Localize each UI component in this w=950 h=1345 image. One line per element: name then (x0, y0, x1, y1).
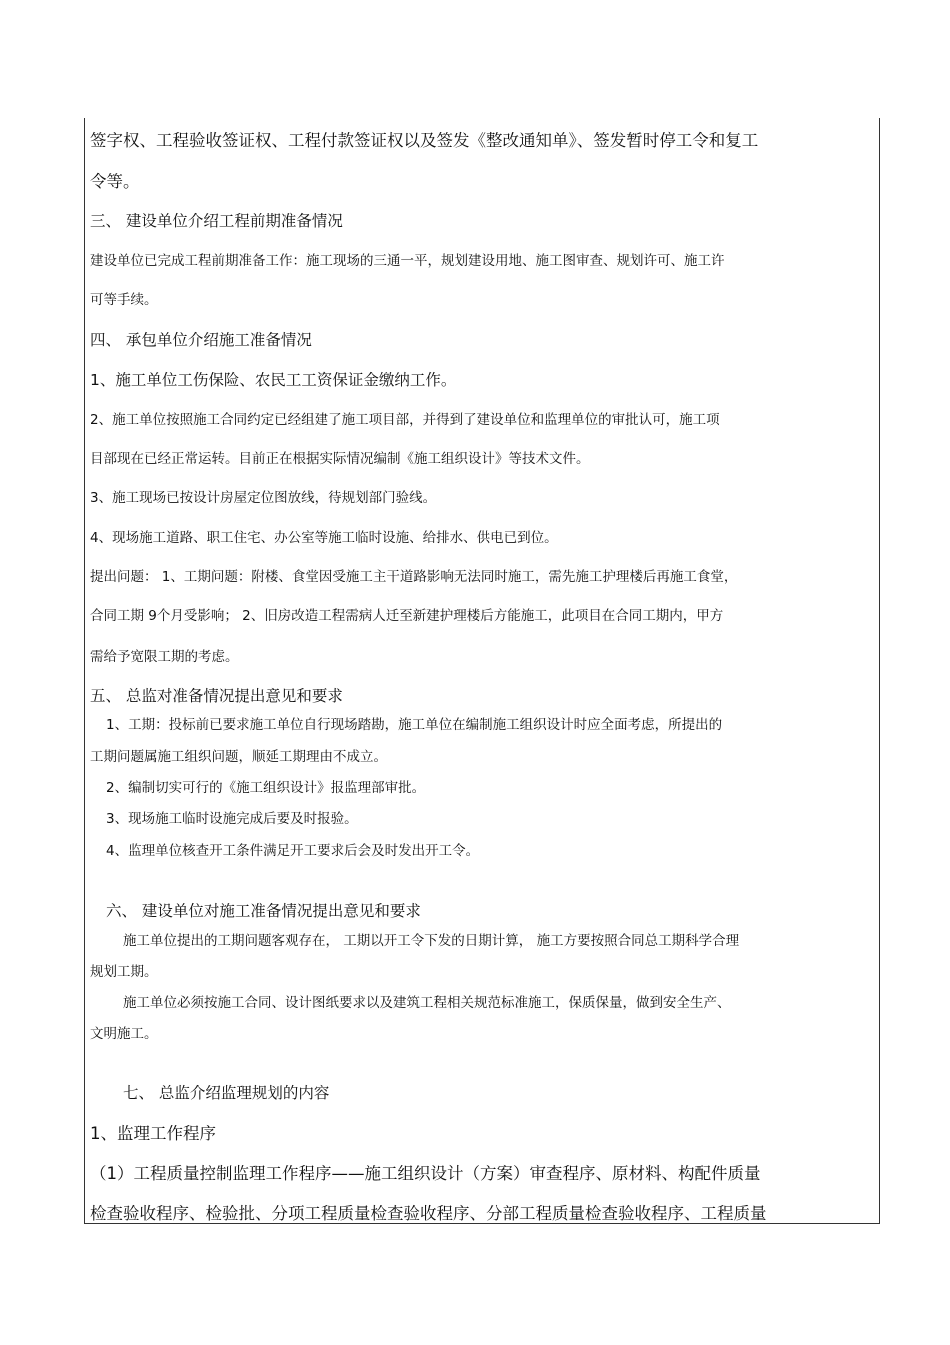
text-line: 检查验收程序、检验批、分项工程质量检查验收程序、分部工程质量检查验收程序、工程质量 (90, 1204, 767, 1223)
section-heading-3: 三、 建设单位介绍工程前期准备情况 (90, 212, 343, 230)
text-line: （1）工程质量控制监理工作程序——施工组织设计（方案）审查程序、原材料、构配件质量 (90, 1164, 761, 1183)
text-line: 3、现场施工临时设施完成后要及时报验。 (106, 811, 358, 827)
text-line: 施工单位必须按施工合同、设计图纸要求以及建筑工程相关规范标准施工，保质保量，做到安全生产、 (123, 995, 731, 1011)
text-line: 令等。 (90, 172, 140, 191)
text-line: 目部现在已经正常运转。目前正在根据实际情况编制《施工组织设计》等技术文件。 (90, 451, 590, 467)
text-line: 提出问题： 1、工期问题：附楼、食堂因受施工主干道路影响无法同时施工，需先施工护理楼后再施工食堂， (90, 569, 738, 585)
text-line: 施工单位提出的工期问题客观存在， 工期以开工令下发的日期计算， 施工方要按照合同总工期科学合理 (123, 933, 740, 949)
text-line: 4、监理单位核查开工条件满足开工要求后会及时发出开工令。 (106, 843, 480, 859)
text-line: 4、现场施工道路、职工住宅、办公室等施工临时设施、给排水、供电已到位。 (90, 530, 558, 546)
text-line: 合同工期 9个月受影响； 2、旧房改造工程需病人迁至新建护理楼后方能施工，此项目在合同工期内，甲方 (90, 608, 724, 624)
text-line: 规划工期。 (90, 964, 158, 980)
text-line: 2、施工单位按照施工合同约定已经组建了施工项目部，并得到了建设单位和监理单位的审批认可，施工项 (90, 412, 720, 428)
text-line: 签字权、工程验收签证权、工程付款签证权以及签发《整改通知单》、签发暂时停工令和复工 (90, 131, 759, 150)
section-heading-4: 四、 承包单位介绍施工准备情况 (90, 331, 312, 349)
text-line: 可等手续。 (90, 292, 158, 308)
section-heading-7: 七、 总监介绍监理规划的内容 (123, 1084, 330, 1102)
text-line: 3、施工现场已按设计房屋定位图放线，待规划部门验线。 (90, 490, 437, 506)
text-line: 需给予宽限工期的考虑。 (90, 649, 239, 665)
table-frame (84, 118, 880, 1224)
text-line: 1、施工单位工伤保险、农民工工资保证金缴纳工作。 (90, 371, 457, 389)
section-heading-6: 六、 建设单位对施工准备情况提出意见和要求 (106, 902, 421, 920)
text-line: 文明施工。 (90, 1026, 158, 1042)
text-line: 1、监理工作程序 (90, 1124, 216, 1143)
text-line: 工期问题属施工组织问题，顺延工期理由不成立。 (90, 749, 387, 765)
text-line: 2、编制切实可行的《施工组织设计》报监理部审批。 (106, 780, 426, 796)
section-heading-5: 五、 总监对准备情况提出意见和要求 (90, 687, 343, 705)
text-line: 1、工期：投标前已要求施工单位自行现场踏勘，施工单位在编制施工组织设计时应全面考虑，所提出的 (106, 717, 723, 733)
text-line: 建设单位已完成工程前期准备工作：施工现场的三通一平，规划建设用地、施工图审查、规划许可、施工许 (90, 253, 725, 269)
